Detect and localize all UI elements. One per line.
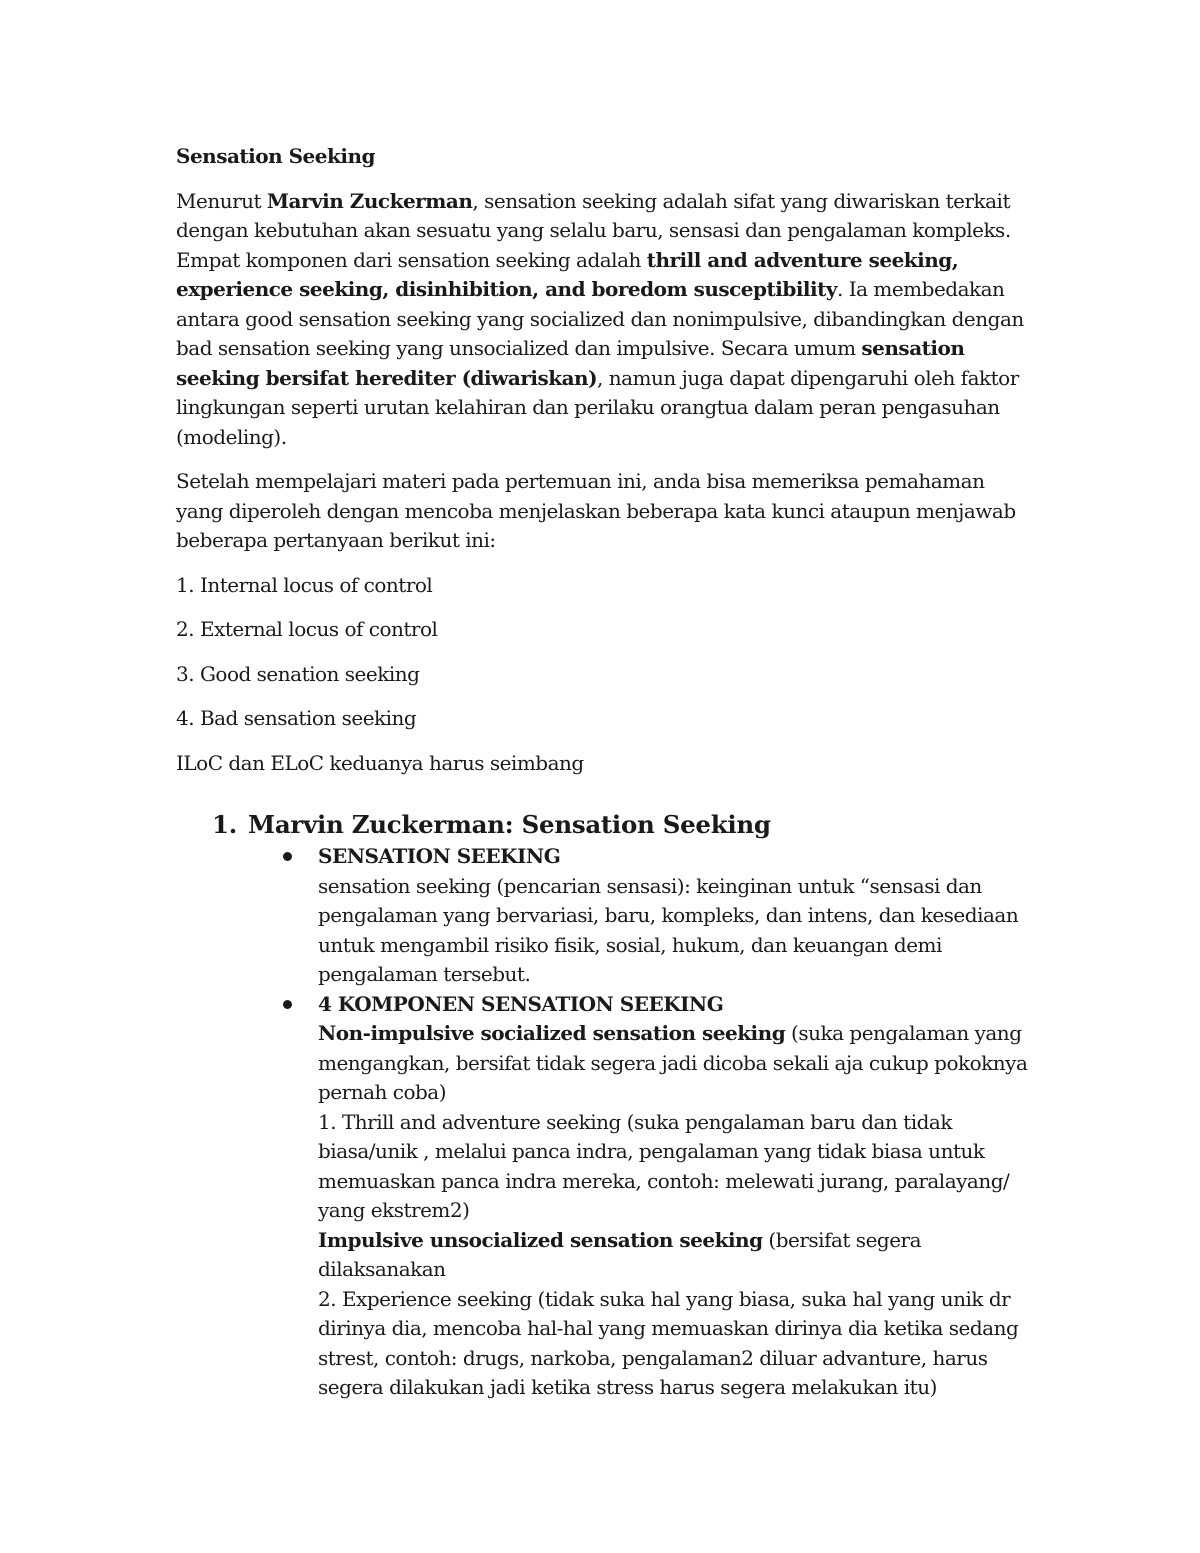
bold-run: Impulsive unsocialized sensation seeking (318, 1227, 763, 1252)
text-run: Menurut (176, 188, 267, 213)
section-marvin-zuckerman (212, 808, 1042, 1403)
list-item: 4. Bad sensation seeking (176, 706, 417, 730)
section-title-text: Marvin Zuckerman: Sensation Seeking (248, 810, 771, 839)
bullet-item-sensation-seeking (318, 842, 1042, 990)
component-experience: 2. Experience seeking (tidak suka hal yang biasa, suka hal yang unik dr dirinya dia, mencoba hal-hal yang memuaskan dirinya dia ketika sedang strest, contoh: drugs, narkoba, pengalaman2 diluar advanture, harus segera dilakukan jadi ketika stress harus segera melakukan itu) (318, 1286, 1019, 1399)
section-title (212, 808, 1042, 842)
instruction-paragraph: Setelah mempelajari materi pada pertemuan ini, anda bisa memeriksa pemahaman yang diperoleh dengan mencoba menjelaskan beberapa kata kunci ataupun menjawab beberapa pertanyaan berikut ini: (176, 469, 1016, 552)
document-body (176, 142, 1036, 793)
intro-paragraph (176, 187, 1036, 453)
bold-run-herediter: sensation seeking bersifat herediter (diwariskan) (176, 336, 965, 390)
bold-run-components: thrill and adventure seeking, experience seeking, disinhibition, and boredom susceptibility (176, 247, 959, 301)
section-heading: Sensation Seeking (176, 144, 375, 168)
list-item: 2. External locus of control (176, 617, 438, 641)
bullet-item-komponen (318, 990, 1042, 1403)
text-run: (bersifat segera dilaksanakan (318, 1227, 922, 1281)
subtype-impulsive (318, 1226, 1042, 1285)
text-run: (suka pengalaman yang mengangkan, bersifat tidak segera jadi dicoba sekali aja cukup pokoknya pernah coba) (318, 1021, 1028, 1104)
list-item: 1. Internal locus of control (176, 572, 433, 597)
bold-run: Non-impulsive socialized sensation seeking (318, 1021, 786, 1045)
closing-note: ILoC dan ELoC keduanya harus seimbang (176, 750, 584, 775)
list-item: 3. Good senation seeking (176, 661, 420, 686)
bold-run-author: Marvin Zuckerman (266, 188, 473, 213)
bullet-heading: 4 KOMPONEN SENSATION SEEKING (318, 991, 724, 1016)
bullet-icon (283, 852, 292, 861)
subtype-nonimpulsive (318, 1019, 1042, 1108)
section-number: 1. (212, 810, 237, 839)
component-thrill: 1. Thrill and adventure seeking (suka pengalaman baru dan tidak biasa/unik , melalui panca indra, pengalaman yang tidak biasa untuk memuaskan panca indra mereka, contoh: melewati jurang, paralayang/ yang ekstrem2) (318, 1109, 1010, 1222)
text-run: . Ia membedakan antara good sensation seeking yang socialized dan nonimpulsive, dibandingkan dengan bad sensation seeking yang unsocialized dan impulsive. Secara umum (176, 277, 1024, 360)
bullet-text: sensation seeking (pencarian sensasi): keinginan untuk “sensasi dan pengalaman yang bervariasi, baru, kompleks, dan intens, dan kesediaan untuk mengambil risiko fisik, sosial, hukum, dan keuangan demi pengalaman tersebut. (318, 873, 1019, 986)
bullet-icon (283, 1000, 292, 1009)
bullet-heading: SENSATION SEEKING (318, 844, 561, 868)
bullet-list (212, 842, 1042, 1403)
text-run: , namun juga dapat dipengaruhi oleh faktor lingkungan seperti urutan kelahiran dan perilaku orangtua dalam peran pengasuhan (modeling). (176, 365, 1019, 449)
text-run: , sensation seeking adalah sifat yang diwariskan terkait dengan kebutuhan akan sesuatu yang selalu baru, sensasi dan pengalaman kompleks. Empat komponen dari sensation seeking adalah (176, 188, 1011, 272)
